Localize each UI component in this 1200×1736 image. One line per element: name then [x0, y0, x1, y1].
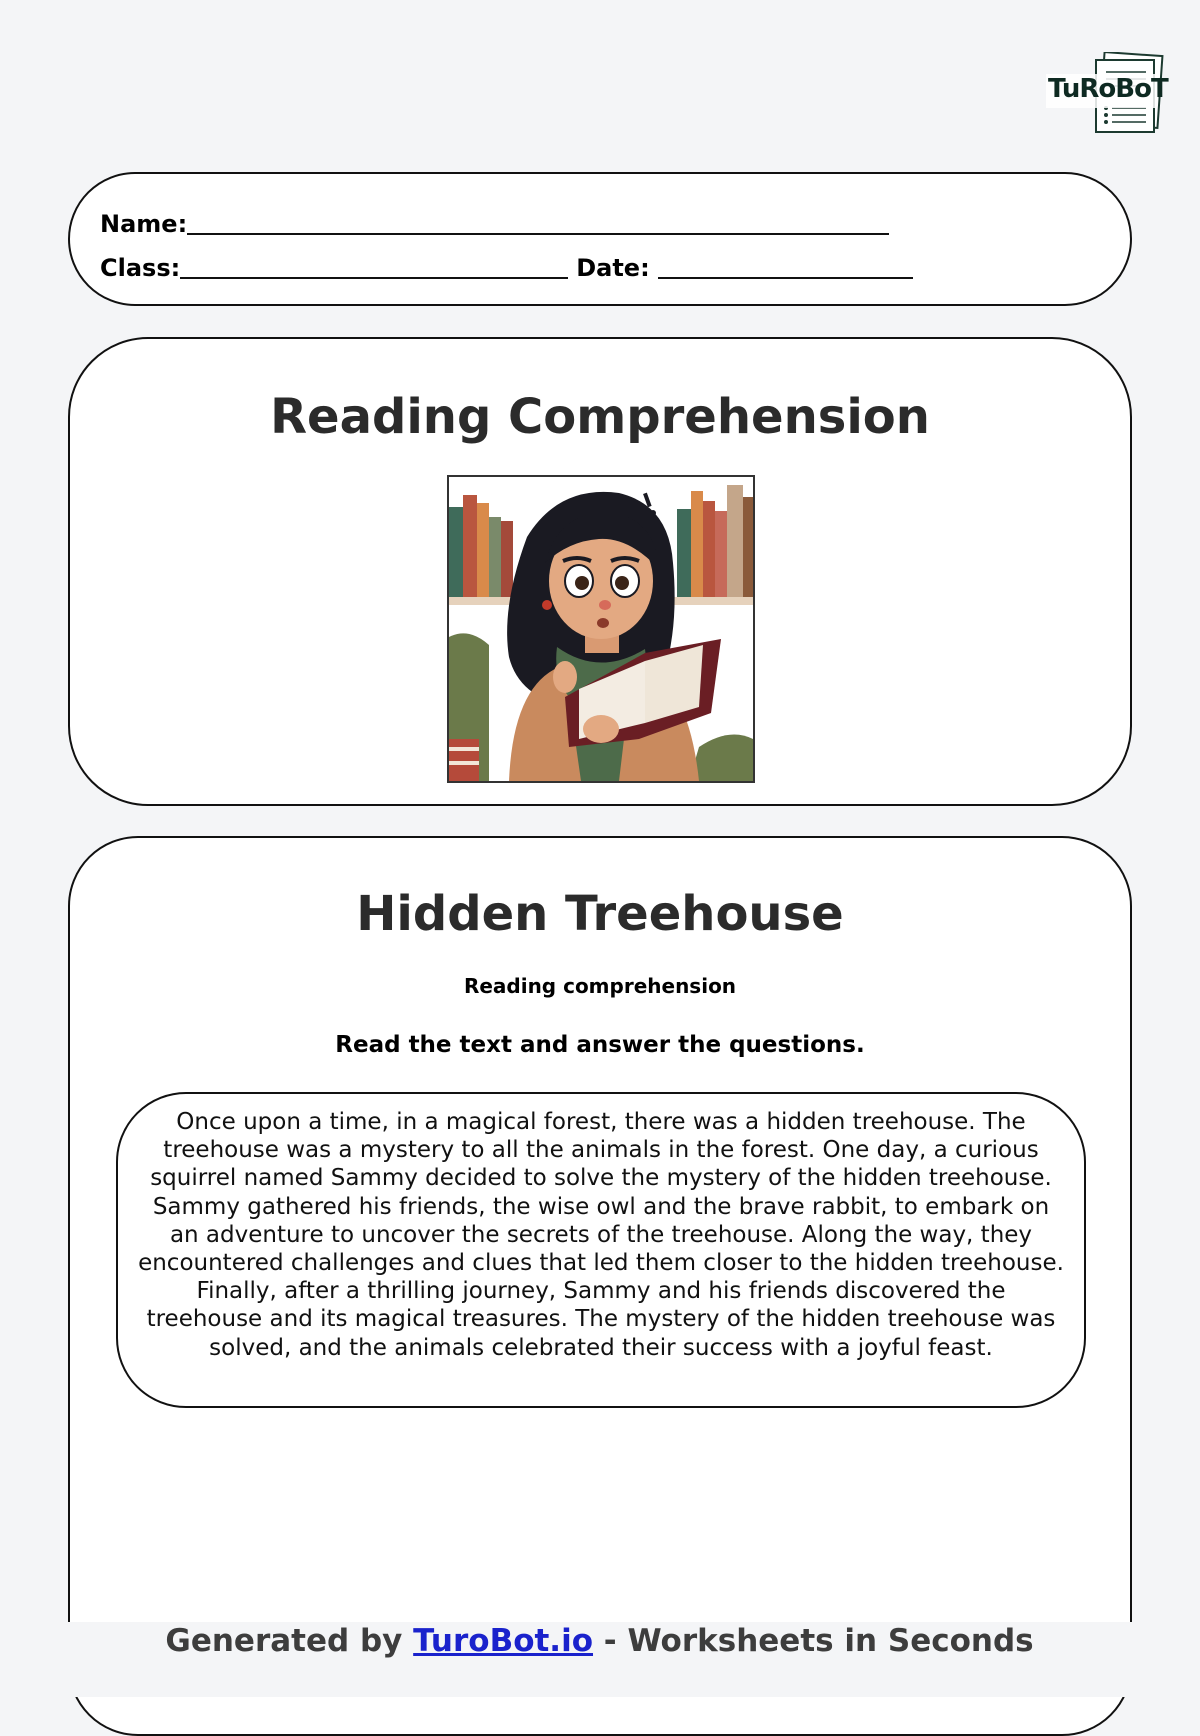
turobot-link[interactable]: TuroBot.io: [413, 1623, 594, 1659]
logo-text: TuRoBoT: [1048, 74, 1168, 104]
name-field-row: [100, 210, 889, 238]
story-text-box: [116, 1092, 1086, 1408]
date-label: Date:: [576, 254, 650, 282]
story-instruction: Read the text and answer the questions.: [335, 1032, 865, 1058]
name-blank-line: [187, 211, 889, 235]
footer-text: [165, 1622, 1033, 1660]
footer: [0, 1622, 1200, 1697]
class-label: Class:: [100, 254, 181, 282]
story-subtitle: Reading comprehension: [463, 974, 737, 998]
student-info-panel: [68, 172, 1132, 306]
class-date-field-row: [100, 254, 913, 282]
name-label: Name:: [100, 210, 188, 238]
turobot-logo: [1046, 52, 1166, 136]
girl-reading-book-illustration: [447, 475, 755, 783]
story-title: Hidden Treehouse: [356, 886, 844, 942]
footer-prefix: Generated by: [165, 1623, 414, 1659]
date-blank-line: [658, 255, 913, 279]
story-text: Once upon a time, in a magical forest, there was a hidden treehouse. The treehouse was a mystery to all the animals in the forest. One day, a curious squirrel named Sammy decided to solve the mystery of the hidden treehouse. Sammy gathered his friends, the wise owl and the brave rabbit, to embark on an adventure to uncover the secrets of the treehouse. Along the way, they encountered challenges and clues that led them closer to the hidden treehouse. Finally, after a thrilling journey, Sammy and his friends discovered the treehouse and its magical treasures. The mystery of the hidden treehouse was solved, and the animals celebrated their success with a joyful feast.: [138, 1109, 1064, 1361]
class-blank-line: [180, 255, 568, 279]
footer-suffix: - Worksheets in Seconds: [593, 1623, 1034, 1659]
title-panel: [68, 337, 1132, 806]
page-title: Reading Comprehension: [270, 389, 930, 445]
story-panel: [68, 836, 1132, 1736]
